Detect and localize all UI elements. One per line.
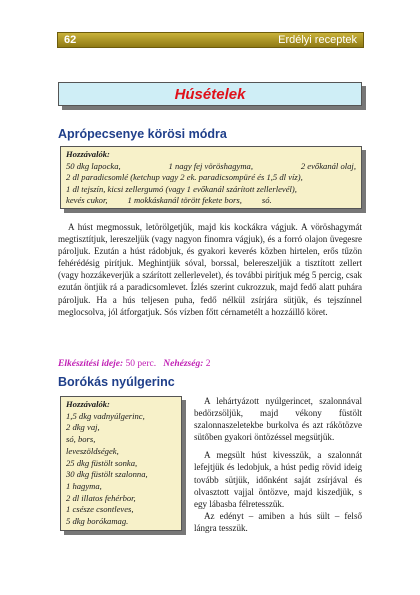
ingredient: kevés cukor, bbox=[66, 195, 108, 205]
page-number: 62 bbox=[64, 34, 77, 46]
ingredient: 1,5 dkg vadnyúlgerinc, bbox=[66, 410, 145, 421]
ingredient: 2 evőkanál olaj, bbox=[300, 160, 356, 171]
recipe2-ingredients-heading: Hozzávalók: bbox=[66, 399, 110, 409]
ingredient: só. bbox=[261, 195, 272, 205]
recipe1-title: Aprópecsenye körösi módra bbox=[58, 127, 227, 141]
recipe1-meta bbox=[58, 359, 211, 369]
ingredient-line bbox=[66, 161, 356, 173]
ingredient: 1 hagyma, bbox=[66, 480, 102, 491]
ingredient-line bbox=[66, 184, 356, 196]
chapter-title-box bbox=[58, 82, 362, 106]
recipe2-method-p3: Az edényt – amiben a hús sült – felső lángra tesszük. bbox=[194, 510, 362, 533]
ingredient: 1 csésze csontleves, bbox=[66, 504, 134, 515]
chapter-title: Húsételek bbox=[174, 85, 246, 103]
recipe2-method bbox=[194, 395, 362, 534]
ingredient: 25 dkg füstölt sonka, bbox=[66, 457, 138, 468]
ingredient: só, bors, bbox=[66, 434, 96, 445]
recipe1-ingredients-heading: Hozzávalók: bbox=[66, 149, 110, 159]
ingredient: 2 dl illatos fehérbor, bbox=[66, 492, 136, 503]
difficulty-label: Nehézség: bbox=[163, 359, 204, 369]
ingredient: 30 dkg füstölt szalonna, bbox=[66, 469, 148, 480]
ingredient: 1 mokkáskanál törött fekete bors, bbox=[127, 195, 242, 205]
difficulty-value: 2 bbox=[205, 359, 211, 369]
prep-time-value: 50 perc. bbox=[125, 359, 157, 369]
ingredient-line bbox=[66, 172, 356, 184]
recipe2-ingredients-box bbox=[60, 396, 182, 531]
ingredient: 2 dl paradicsomlé (ketchup vagy 2 ek. paradicsompüré és 1,5 dl víz), bbox=[66, 172, 303, 182]
ingredient-line bbox=[66, 195, 356, 207]
recipe1-method-text: A húst megmossuk, letörölgetjük, majd kis kockákra vágjuk. A vöröshagymát megtisztítjuk, lereszeljük (vagy nagyon finomra vágjuk), és a forró olajon üvegesre pároljuk. Ezután a húst rádobjuk, és gyakori keverés közben hirtelen, erős tűzön fehérédésig pirítjuk. Meghintjük sóval, borssal, belereszeljük a tisztított zellert (vagy hozzákeverjük a szárított zellerlevelet), és további pirítjuk még 5 percig, csak ezután öntjük rá a paradicsomlevet. Ízlés szerint cukrozzuk, majd fedő alatt puhára pároljuk. Ha a hús teljesen puha, fedő nélkül zsírjára sütjük, és tejszínnel meglocsolva, jól átforgatjuk. Sós vízben főtt cérnametélt a hozzáillő köret. bbox=[58, 222, 362, 317]
recipe2-method-p1: A lehártyázott nyúlgerincet, szalonnával bedörzsöljük, majd vékony füstölt szalonnaszeletekbe burkolva és azt rákötözve sütőben gyakori öntözéssel megsütjük. bbox=[194, 396, 362, 443]
book-title: Erdélyi receptek bbox=[278, 34, 357, 46]
ingredient: 1 dl tejszín, kicsi zellergumó (vagy 1 evőkanál szárított zellerlevél), bbox=[66, 183, 297, 194]
ingredient: 5 dkg borókamag. bbox=[66, 516, 129, 527]
prep-time-label: Elkészítési ideje: bbox=[58, 359, 124, 369]
ingredient: 2 dkg vaj, bbox=[66, 422, 100, 433]
ingredient: 50 dkg lapocka, bbox=[66, 160, 121, 171]
ingredient: 1 nagy fej vöröshagyma, bbox=[168, 160, 253, 171]
recipe1-method bbox=[58, 221, 362, 318]
recipe2-method-p2: A megsült húst kivesszük, a szalonnát lefejtjük és ledobjuk, a húst pedig rövid ideig tovább sütjük, időnként saját zsírjával és olvasztott vajjal öntözve, majd kiszedjük, s egy lábasba félretesszük. bbox=[194, 450, 362, 509]
recipe2-title: Borókás nyúlgerinc bbox=[58, 375, 175, 389]
ingredient: leveszöldségek, bbox=[66, 445, 119, 456]
recipe1-ingredients-box bbox=[60, 146, 362, 209]
page-header bbox=[57, 32, 364, 48]
